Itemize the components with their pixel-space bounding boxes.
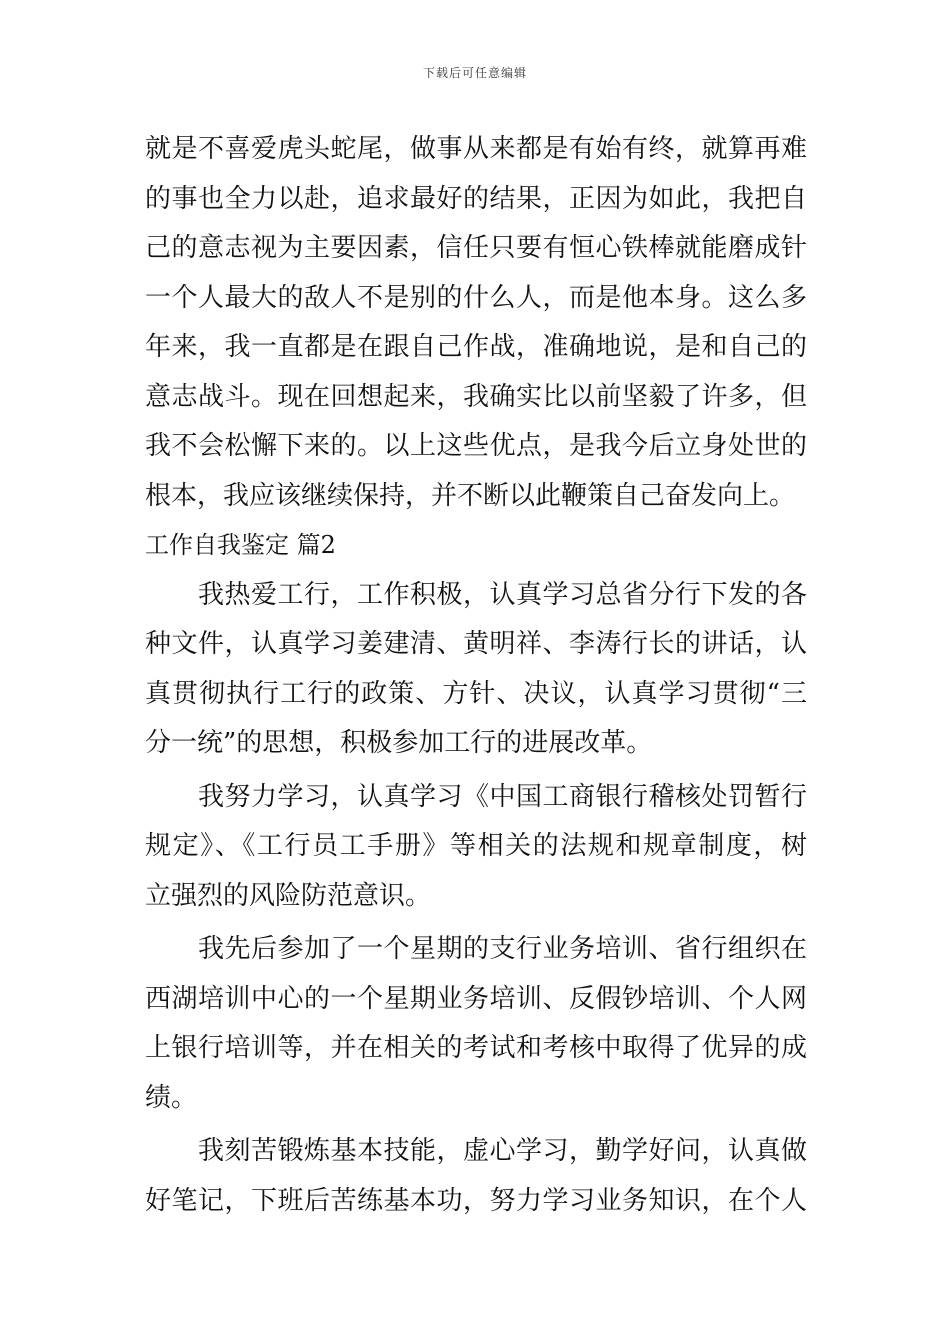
text-line: 意志战斗。现在回想起来，我确实比以前坚毅了许多，但: [145, 381, 807, 412]
text-line: 的事也全力以赴，追求最好的结果，正因为如此，我把自: [145, 183, 807, 214]
text-line: 就是不喜爱虎头蛇尾，做事从来都是有始有终，就算再难: [145, 134, 807, 164]
document-body: [145, 125, 807, 1226]
text-line: 规定》、《工行员工手册》等相关的法规和规章制度，树: [145, 831, 807, 861]
text-line: 好笔记，下班后苦练基本功，努力学习业务知识，在个人: [145, 1185, 807, 1216]
paragraph-5: [145, 1127, 807, 1226]
text-line: 我热爱工行，工作积极，认真学习总省分行下发的各: [198, 579, 807, 610]
text-line: 己的意志视为主要因素，信任只要有恒心铁棒就能磨成针: [145, 233, 807, 263]
text-line: 我先后参加了一个星期的支行业务培训、省行组织在: [198, 934, 807, 964]
paragraph-1: [145, 125, 807, 521]
text-line: 年来，我一直都是在跟自己作战，准确地说，是和自己的: [145, 332, 807, 362]
text-line: 我不会松懈下来的。以上这些优点，是我今后立身处世的: [145, 431, 807, 461]
section-heading: 工作自我鉴定 篇2: [145, 531, 336, 559]
text-line: 根本，我应该继续保持，并不断以此鞭策自己奋发向上。: [145, 480, 796, 511]
page-header: 下载后可任意编辑: [422, 66, 527, 80]
paragraph-3: [145, 773, 807, 922]
text-line: 我刻苦锻炼基本技能，虚心学习，勤学好问，认真做: [198, 1136, 807, 1166]
text-line: 一个人最大的敌人不是别的什么人，而是他本身。这么多: [145, 282, 807, 313]
text-line: 上银行培训等，并在相关的考试和考核中取得了优异的成: [145, 1033, 807, 1063]
text-line: 我努力学习，认真学习《中国工商银行稽核处罚暂行: [198, 781, 807, 812]
text-line: 分一统”的思想，积极参加工行的进展改革。: [145, 728, 653, 758]
text-line: 绩。: [145, 1082, 198, 1113]
text-line: 西湖培训中心的一个星期业务培训、反假钞培训、个人网: [145, 983, 807, 1014]
paragraph-2: [145, 571, 807, 769]
text-line: 立强烈的风险防范意识。: [145, 880, 432, 911]
paragraph-4: [145, 925, 807, 1123]
text-line: 种文件，认真学习姜建清、黄明祥、李涛行长的讲话，认: [145, 629, 807, 659]
text-line: 真贯彻执行工行的政策、方针、决议，认真学习贯彻“三: [145, 678, 807, 709]
